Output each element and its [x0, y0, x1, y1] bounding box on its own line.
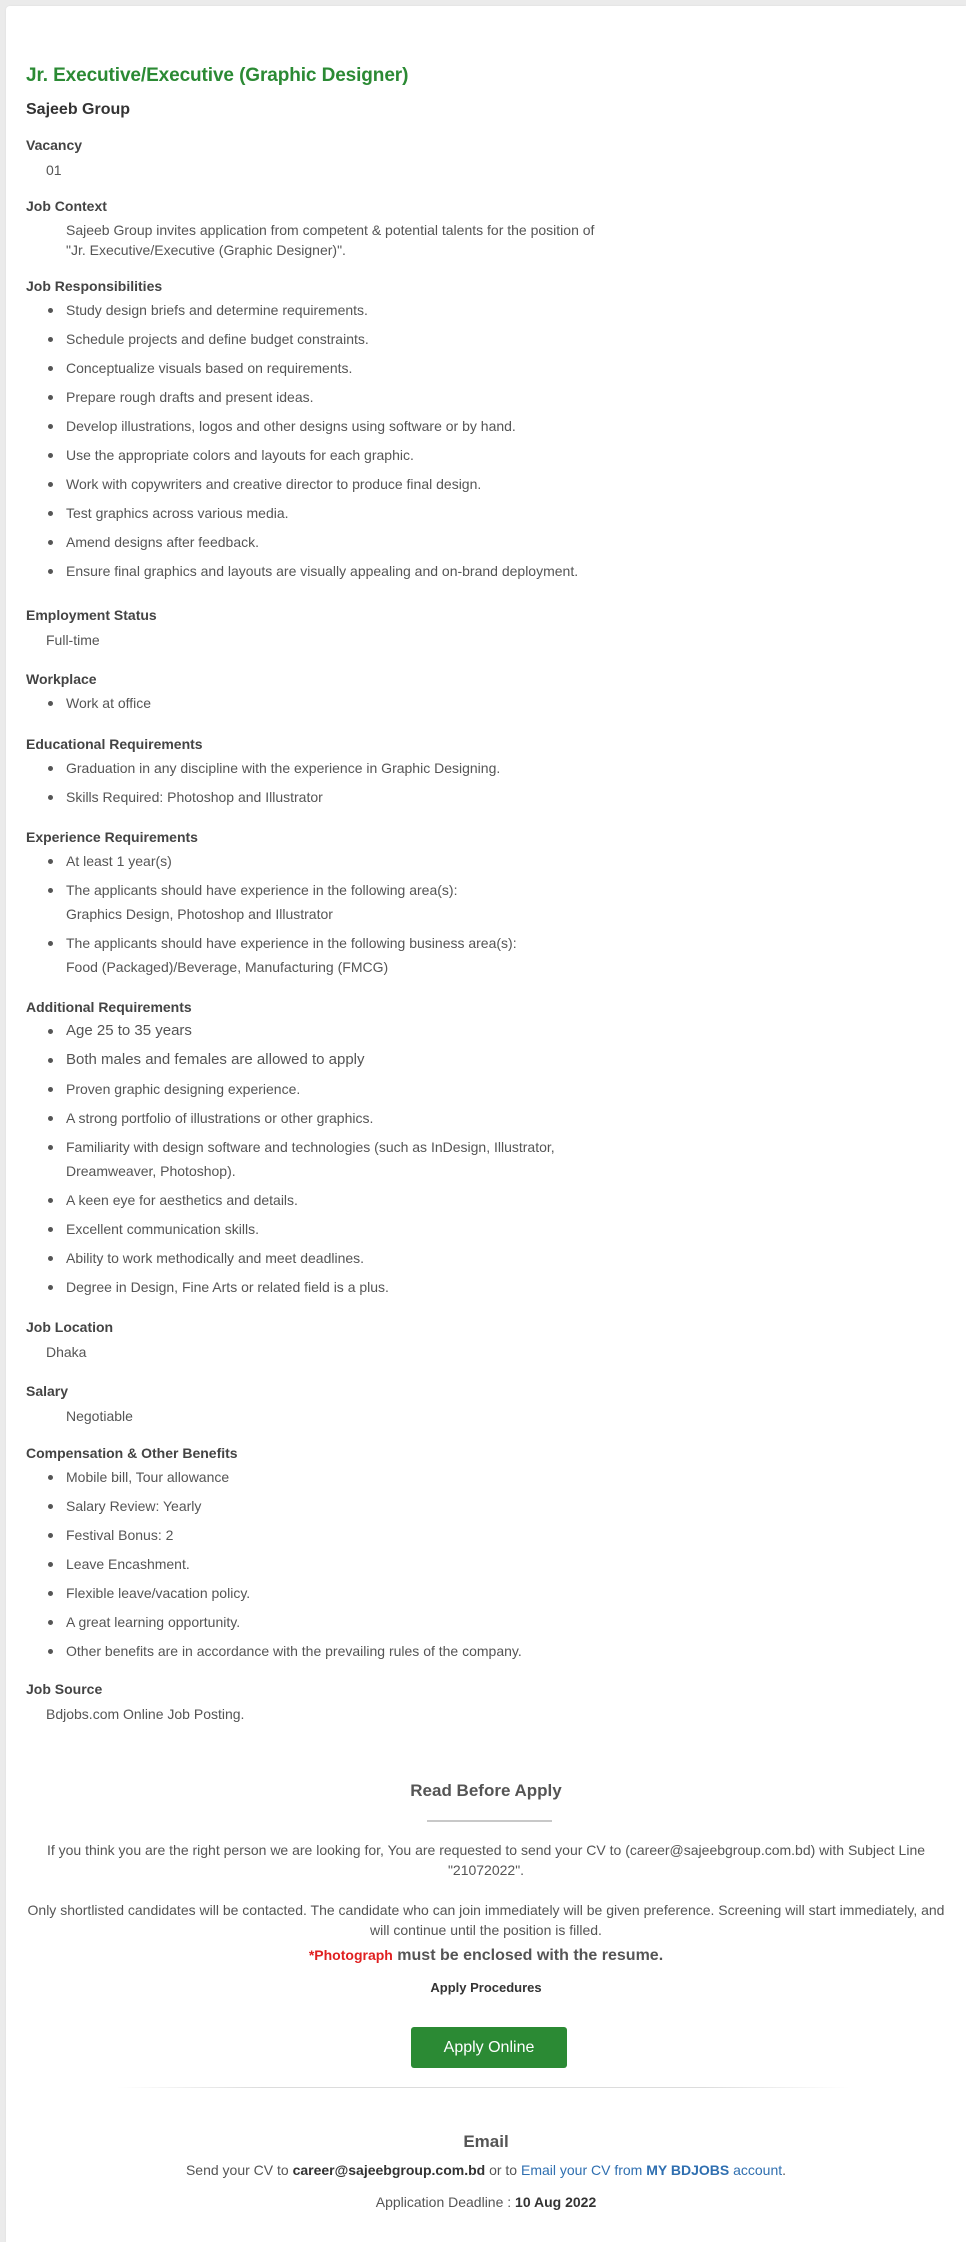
read-before-apply-title: Read Before Apply	[410, 1781, 562, 1800]
list-item: Schedule projects and define budget constraints.	[26, 327, 946, 351]
section-educational-requirements	[26, 734, 946, 809]
list-item: A keen eye for aesthetics and details.	[26, 1188, 946, 1212]
photograph-required-label: *Photograph	[308, 1947, 393, 1963]
vacancy-value: 01	[46, 162, 62, 178]
list-item: Amend designs after feedback.	[26, 530, 946, 554]
section-title: Workplace	[26, 671, 97, 687]
employment-status-value: Full-time	[46, 632, 100, 648]
apply-procedures-title: Apply Procedures	[430, 1980, 542, 1995]
list-item: Use the appropriate colors and layouts for each graphic.	[26, 443, 946, 467]
apply-online-button[interactable]: Apply Online	[411, 2027, 567, 2068]
section-title: Job Location	[26, 1319, 114, 1335]
responsibilities-list	[26, 298, 946, 583]
shortlist-notice: Only shortlisted candidates will be contacted. The candidate who can join immediately will be given preference. Screening will start immediately, and will continue until the position is filled.	[27, 1902, 945, 1938]
section-benefits	[26, 1443, 946, 1663]
section-title: Job Context	[26, 198, 107, 214]
section-additional-requirements	[26, 997, 946, 1299]
education-list	[26, 756, 946, 809]
company-name: Sajeeb Group	[26, 101, 131, 118]
experience-list	[26, 849, 946, 979]
deadline-value: 10 Aug 2022	[515, 2194, 597, 2210]
section-job-responsibilities	[26, 276, 946, 583]
experience-line: At least 1 year(s)	[66, 853, 172, 869]
email-middle: or to	[485, 2162, 521, 2178]
list-item: Salary Review: Yearly	[26, 1494, 946, 1518]
email-cv-link[interactable]: Email your CV from	[520, 2162, 647, 2178]
application-deadline	[6, 2192, 966, 2212]
additional-requirements-list	[26, 1019, 946, 1299]
workplace-list	[26, 691, 946, 715]
email-suffix: .	[782, 2162, 787, 2178]
deadline-label: Application Deadline :	[375, 2194, 516, 2210]
section-title: Employment Status	[26, 607, 157, 623]
list-item: Test graphics across various media.	[26, 501, 946, 525]
list-item: Excellent communication skills.	[26, 1217, 946, 1241]
section-title: Job Source	[26, 1681, 103, 1697]
section-employment-status	[26, 605, 946, 650]
list-item: Festival Bonus: 2	[26, 1523, 946, 1547]
list-item: Graduation in any discipline with the experience in Graphic Designing.	[26, 756, 946, 780]
job-title: Jr. Executive/Executive (Graphic Designer)	[26, 65, 409, 86]
salary-value: Negotiable	[66, 1408, 133, 1424]
section-job-location	[26, 1317, 946, 1362]
list-item: Leave Encashment.	[26, 1552, 946, 1576]
list-item: Both males and females are allowed to apply	[26, 1048, 946, 1072]
list-item: Study design briefs and determine requirements.	[26, 298, 946, 322]
experience-detail: Graphics Design, Photoshop and Illustrator	[66, 906, 333, 922]
list-item: Ability to work methodically and meet deadlines.	[26, 1246, 946, 1270]
list-item: Prepare rough drafts and present ideas.	[26, 385, 946, 409]
section-experience-requirements	[26, 827, 946, 979]
list-item: Ensure final graphics and layouts are visually appealing and on-brand deployment.	[26, 559, 946, 583]
list-item: Work at office	[26, 691, 946, 715]
job-source-value: Bdjobs.com Online Job Posting.	[46, 1706, 245, 1722]
section-vacancy	[26, 135, 946, 180]
section-title: Compensation & Other Benefits	[26, 1445, 238, 1461]
list-item: Proven graphic designing experience.	[26, 1077, 946, 1101]
list-item	[26, 849, 946, 873]
section-job-context	[26, 196, 946, 260]
email-prefix: Send your CV to	[185, 2162, 293, 2178]
list-item: Skills Required: Photoshop and Illustrator	[26, 785, 946, 809]
benefits-list	[26, 1465, 946, 1663]
title-underline	[427, 1820, 552, 1822]
experience-line: The applicants should have experience in the following business area(s):	[66, 935, 517, 951]
list-item: Work with copywriters and creative director to produce final design.	[26, 472, 946, 496]
section-salary	[26, 1381, 946, 1426]
section-workplace	[26, 669, 946, 715]
section-title: Experience Requirements	[26, 829, 198, 845]
list-item	[26, 878, 946, 926]
section-title: Salary	[26, 1383, 69, 1399]
job-location-value: Dhaka	[46, 1344, 87, 1360]
list-item: Other benefits are in accordance with the prevailing rules of the company.	[26, 1639, 946, 1663]
account-link[interactable]: account	[729, 2162, 783, 2178]
photograph-notice	[6, 1943, 966, 1968]
section-job-source	[26, 1679, 946, 1724]
experience-detail: Food (Packaged)/Beverage, Manufacturing (FMCG)	[66, 959, 389, 975]
list-item: Develop illustrations, logos and other designs using software or by hand.	[26, 414, 946, 438]
section-title: Additional Requirements	[26, 999, 192, 1015]
list-item: Age 25 to 35 years	[26, 1019, 946, 1043]
photograph-notice-text: must be enclosed with the resume.	[392, 1947, 664, 1964]
experience-line: The applicants should have experience in the following area(s):	[66, 882, 458, 898]
list-item: A strong portfolio of illustrations or other graphics.	[26, 1106, 946, 1130]
section-title: Job Responsibilities	[26, 278, 163, 294]
list-item: A great learning opportunity.	[26, 1610, 946, 1634]
list-item: Conceptualize visuals based on requirements.	[26, 356, 946, 380]
section-title: Educational Requirements	[26, 736, 203, 752]
email-address: career@sajeebgroup.com.bd	[292, 2162, 486, 2178]
section-title: Vacancy	[26, 137, 83, 153]
list-item: Flexible leave/vacation policy.	[26, 1581, 946, 1605]
list-item	[26, 931, 946, 979]
list-item: Familiarity with design software and technologies (such as InDesign, Illustrator, Dreamweaver, Photoshop).	[26, 1135, 606, 1183]
divider	[117, 2087, 850, 2088]
my-bdjobs-link[interactable]: MY BDJOBS	[646, 2162, 730, 2178]
job-context-text: Sajeeb Group invites application from competent & potential talents for the position of "Jr. Executive/Executive (Graphic Designer)".	[66, 222, 595, 258]
email-instructions	[6, 2160, 966, 2180]
job-detail-content	[26, 63, 946, 1724]
list-item: Mobile bill, Tour allowance	[26, 1465, 946, 1489]
email-section-title: Email	[463, 2132, 509, 2151]
list-item: Degree in Design, Fine Arts or related field is a plus.	[26, 1275, 946, 1299]
apply-instructions: If you think you are the right person we are looking for, You are requested to send your CV to (career@sajeebgroup.com.bd) with Subject Line "21072022".	[46, 1842, 926, 1878]
